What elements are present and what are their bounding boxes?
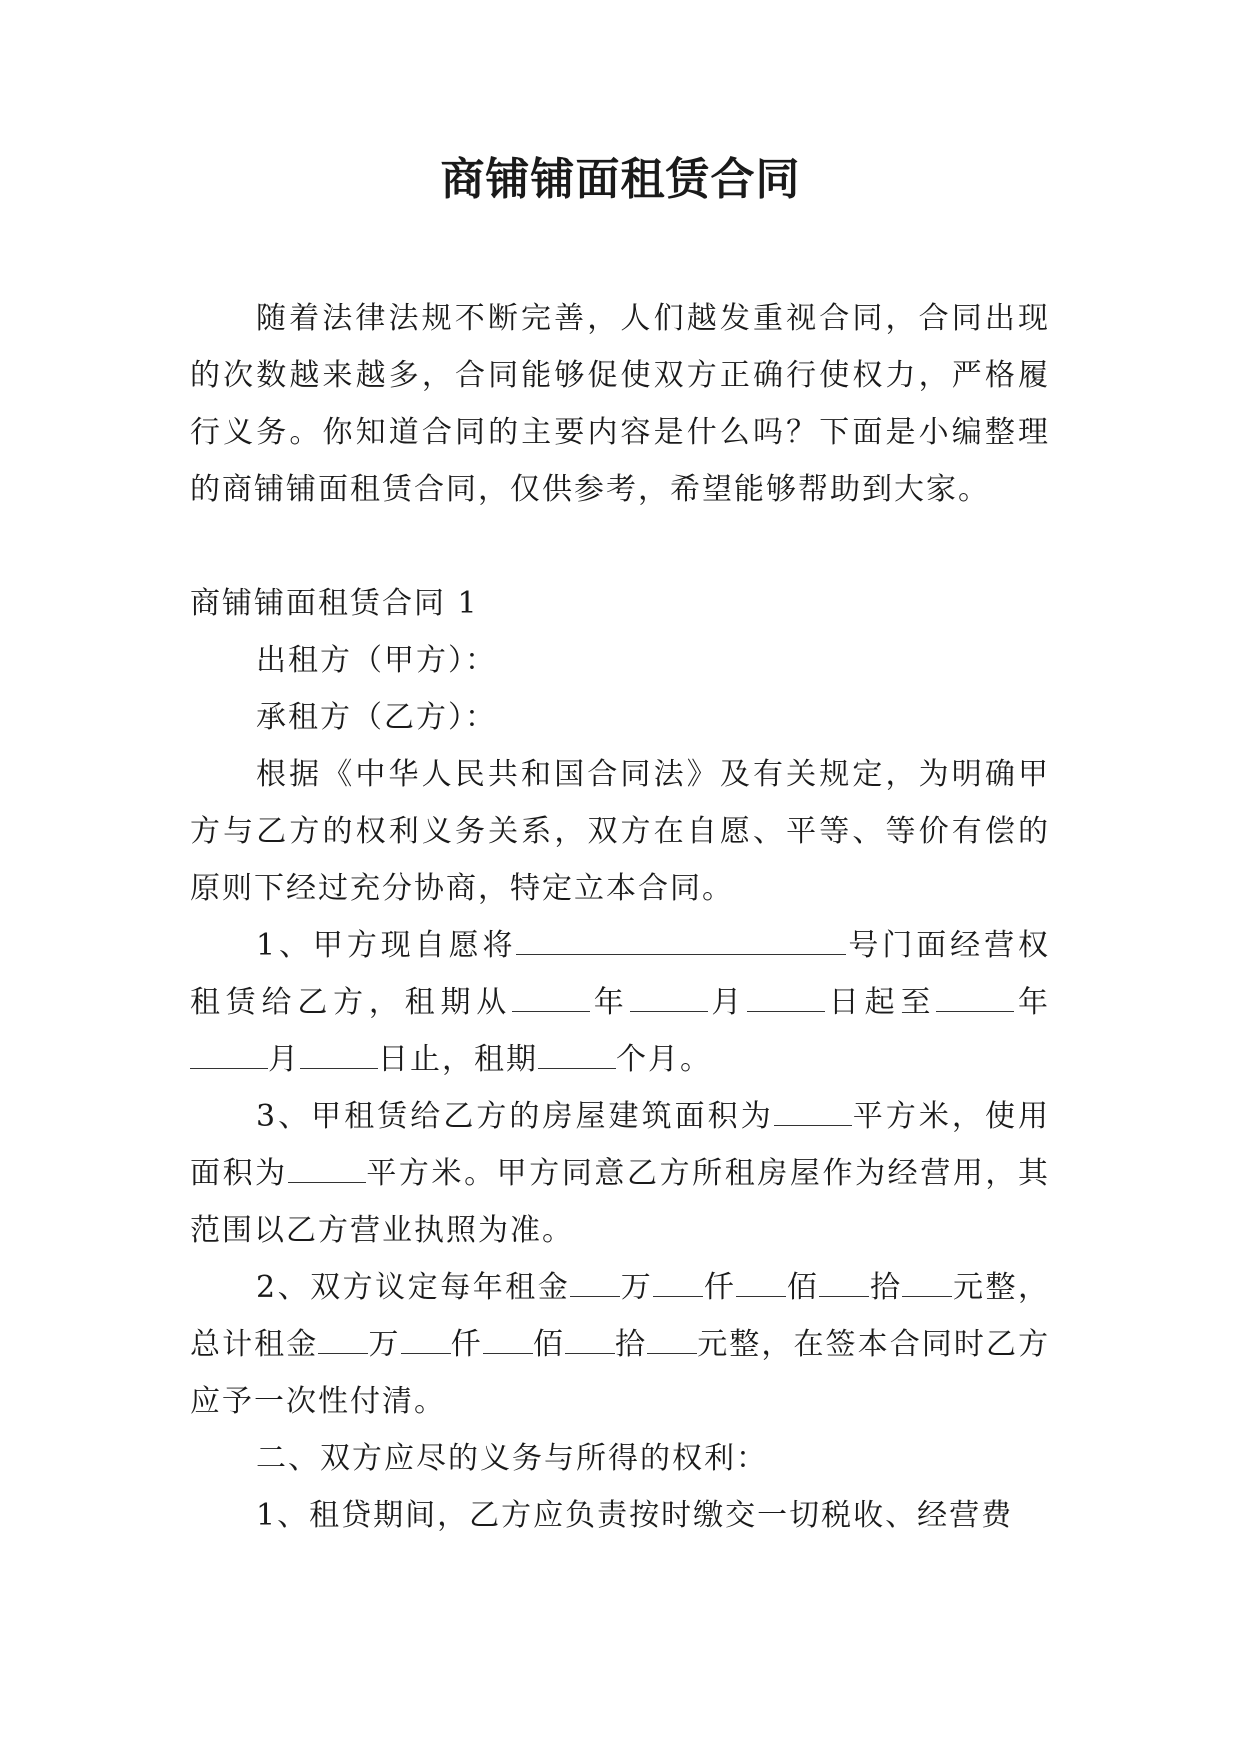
- clause-text: 日起至: [825, 985, 937, 1020]
- section-2-heading: 二、双方应尽的义务与所得的权利：: [256, 1441, 768, 1476]
- clause-text: 拾: [614, 1327, 648, 1362]
- blank-field: [819, 1266, 869, 1297]
- clause-text: 仟: [450, 1327, 483, 1362]
- clause-text: 号门面经营权租赁给乙方，租期从: [190, 928, 1050, 1020]
- blank-field: [936, 981, 1014, 1012]
- clause-text: 元整，: [952, 1270, 1051, 1305]
- clause-text: 个月。: [616, 1042, 712, 1077]
- document-body: [190, 290, 1050, 1544]
- party-a-line: 出租方（甲方）：: [256, 643, 497, 678]
- party-b-line: 承租方（乙方）：: [256, 700, 497, 735]
- blank-field: [653, 1266, 703, 1297]
- clause-text: 平方米，使用面积为: [190, 1099, 1050, 1191]
- intro-paragraph: 随着法律法规不断完善，人们越发重视合同，合同出现的次数越来越多，合同能够促使双方正确行使权力，严格履行义务。你知道合同的主要内容是什么吗？下面是小编整理的商铺铺面租赁合同，仅供参考，希望能够帮助到大家。: [190, 301, 1050, 507]
- blank-field: [318, 1323, 368, 1354]
- preamble-paragraph: 根据《中华人民共和国合同法》及有关规定，为明确甲方与乙方的权利义务关系，双方在自愿、平等、等价有偿的原则下经过充分协商，特定立本合同。: [190, 757, 1050, 906]
- duty-1-paragraph: 1、租贷期间，乙方应负责按时缴交一切税收、经营费: [256, 1498, 1014, 1533]
- clause-text: 拾: [869, 1270, 903, 1305]
- blank-field: [516, 924, 846, 955]
- blank-field: [288, 1152, 366, 1183]
- clause-text: 日止，租期: [378, 1042, 538, 1077]
- blank-field: [647, 1323, 697, 1354]
- clause-text: 1、甲方现自愿将: [256, 928, 517, 963]
- blank-field: [512, 981, 590, 1012]
- clause-1-paragraph: [190, 917, 1050, 1088]
- blank-field: [190, 1038, 268, 1069]
- clause-2-paragraph: [190, 1259, 1050, 1430]
- section-title: 商铺铺面租赁合同 1: [190, 586, 479, 621]
- clause-text: 佰: [532, 1327, 565, 1362]
- clause-text: 平方米。甲方同意乙方所租房屋作为经营用，其范围以乙方营业执照为准。: [190, 1156, 1050, 1248]
- clause-text: 万: [620, 1270, 654, 1305]
- document-title: 商铺铺面租赁合同: [440, 154, 801, 205]
- clause-text: 3、甲租赁给乙方的房屋建筑面积为: [256, 1099, 774, 1134]
- clause-text: 月: [707, 985, 748, 1020]
- blank-field: [483, 1323, 533, 1354]
- blank-field: [565, 1323, 615, 1354]
- clause-text: 2、双方议定每年租金: [256, 1270, 571, 1305]
- clause-text: 年: [1014, 985, 1051, 1020]
- clause-text: 仟: [703, 1270, 737, 1305]
- clause-text: 万: [368, 1327, 401, 1362]
- blank-field: [570, 1266, 620, 1297]
- clause-3-paragraph: [190, 1088, 1050, 1259]
- clause-text: 月: [268, 1042, 300, 1077]
- blank-field: [401, 1323, 451, 1354]
- clause-text: 年: [590, 985, 630, 1020]
- blank-field: [747, 981, 825, 1012]
- clause-text: 总计租金: [190, 1327, 319, 1362]
- blank-field: [902, 1266, 952, 1297]
- blank-field: [538, 1038, 616, 1069]
- blank-field: [300, 1038, 378, 1069]
- blank-field: [774, 1095, 852, 1126]
- blank-field: [630, 981, 708, 1012]
- blank-field: [736, 1266, 786, 1297]
- clause-text: 元整，在签本合同时乙方应予一次性付清。: [190, 1327, 1051, 1419]
- clause-text: 佰: [786, 1270, 820, 1305]
